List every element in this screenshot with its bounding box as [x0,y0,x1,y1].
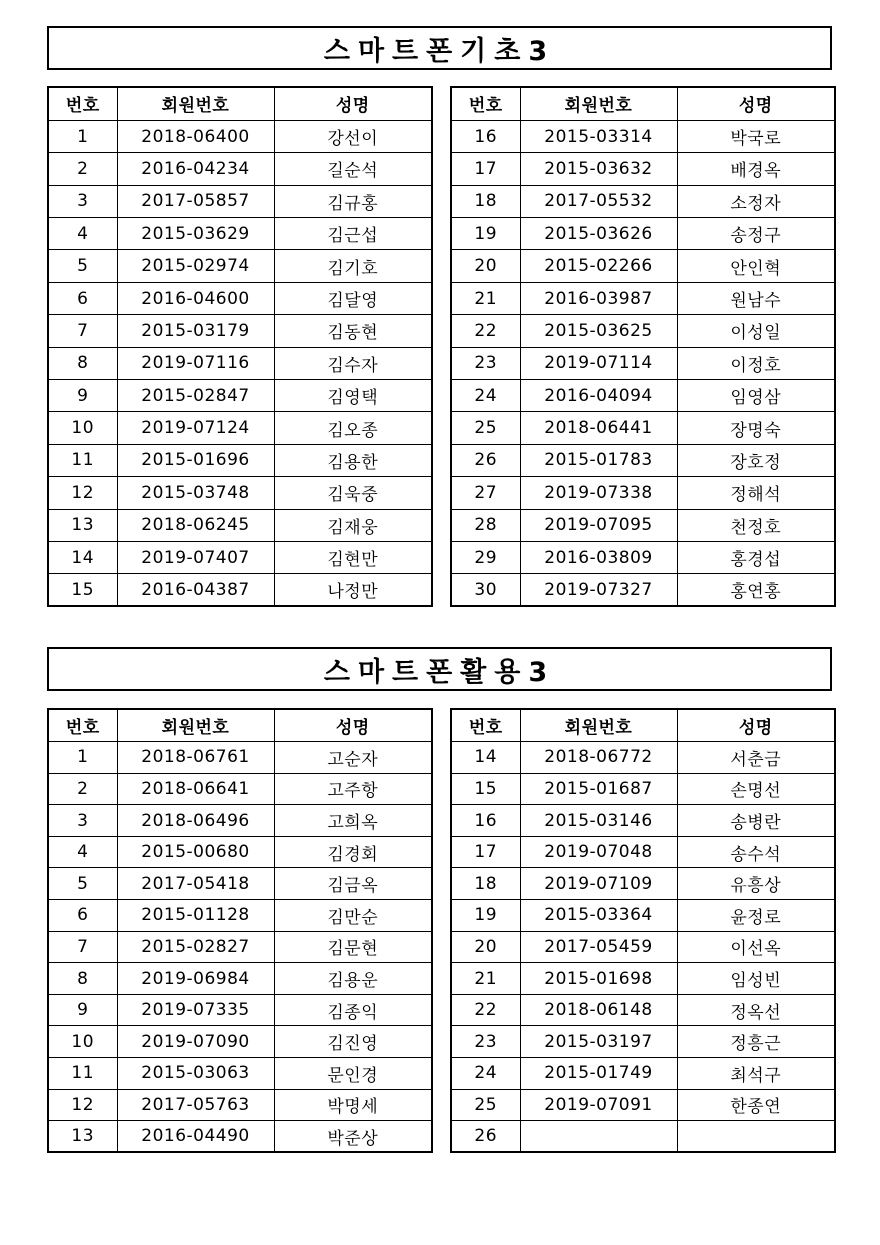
row-name [677,1121,835,1153]
row-name: 소정자 [677,185,835,217]
row-number: 12 [48,1089,117,1121]
row-member-id: 2019-07124 [117,412,274,444]
row-name: 김달영 [274,282,432,314]
row-number: 30 [451,574,520,606]
table-row [48,509,432,541]
row-number: 15 [48,574,117,606]
table-row [451,250,835,282]
row-member-id: 2019-07109 [520,868,677,900]
row-number: 21 [451,963,520,995]
table-row [451,477,835,509]
row-number: 4 [48,218,117,250]
row-name: 고희옥 [274,805,432,837]
row-name: 최석구 [677,1058,835,1090]
row-name: 김수자 [274,347,432,379]
row-number: 16 [451,120,520,152]
row-name: 김동현 [274,315,432,347]
header-member-id: 회원번호 [520,87,677,120]
table-row [451,380,835,412]
row-name: 김규홍 [274,185,432,217]
roster-table-left [47,86,433,607]
table-row [451,153,835,185]
row-member-id: 2016-03809 [520,541,677,573]
row-member-id: 2015-03146 [520,805,677,837]
table-row [48,315,432,347]
row-number: 29 [451,541,520,573]
row-number: 7 [48,315,117,347]
row-name: 장호정 [677,444,835,476]
table-row [451,541,835,573]
row-member-id: 2015-03364 [520,900,677,932]
row-number: 3 [48,185,117,217]
row-number: 5 [48,868,117,900]
row-name: 김오종 [274,412,432,444]
row-member-id: 2018-06496 [117,805,274,837]
row-number: 15 [451,773,520,805]
header-number: 번호 [48,87,117,120]
row-number: 2 [48,773,117,805]
table-row [48,994,432,1026]
row-number: 19 [451,218,520,250]
row-name: 홍경섭 [677,541,835,573]
table-row [451,347,835,379]
row-member-id: 2017-05857 [117,185,274,217]
row-member-id: 2015-03626 [520,218,677,250]
table-row [48,868,432,900]
row-name: 강선이 [274,120,432,152]
row-number: 21 [451,282,520,314]
row-number: 26 [451,444,520,476]
row-member-id: 2015-01696 [117,444,274,476]
row-number: 10 [48,1026,117,1058]
row-name: 고주항 [274,773,432,805]
row-number: 13 [48,509,117,541]
row-number: 1 [48,120,117,152]
row-number: 27 [451,477,520,509]
row-member-id: 2015-01749 [520,1058,677,1090]
row-name: 박명세 [274,1089,432,1121]
row-number: 14 [451,742,520,774]
row-name: 김용운 [274,963,432,995]
table-row [451,836,835,868]
table-row [48,574,432,606]
row-number: 4 [48,836,117,868]
row-member-id: 2015-01783 [520,444,677,476]
row-name: 천정호 [677,509,835,541]
section-title: 스마트폰활용3 [47,647,832,691]
row-name: 임영삼 [677,380,835,412]
row-name: 이정호 [677,347,835,379]
row-name: 길순석 [274,153,432,185]
table-row [451,1026,835,1058]
row-member-id: 2017-05418 [117,868,274,900]
table-row [48,931,432,963]
table-row [451,412,835,444]
table-row [48,153,432,185]
row-member-id: 2019-07335 [117,994,274,1026]
row-number: 19 [451,900,520,932]
row-number: 17 [451,153,520,185]
row-name: 나정만 [274,574,432,606]
row-number: 2 [48,153,117,185]
row-member-id: 2015-03179 [117,315,274,347]
table-row [451,931,835,963]
table-row [48,444,432,476]
row-number: 23 [451,1026,520,1058]
row-name: 김금옥 [274,868,432,900]
row-member-id: 2019-07090 [117,1026,274,1058]
row-number: 9 [48,380,117,412]
row-member-id: 2016-04490 [117,1121,274,1153]
row-member-id: 2015-03632 [520,153,677,185]
row-member-id: 2015-03063 [117,1058,274,1090]
row-name: 한종연 [677,1089,835,1121]
row-name: 안인혁 [677,250,835,282]
table-row [451,900,835,932]
row-member-id: 2018-06441 [520,412,677,444]
table-row [48,1089,432,1121]
row-member-id: 2016-04387 [117,574,274,606]
table-row [48,218,432,250]
row-name: 문인경 [274,1058,432,1090]
row-member-id: 2015-03625 [520,315,677,347]
table-row [48,900,432,932]
header-member-id: 회원번호 [117,709,274,742]
row-number: 24 [451,380,520,412]
row-member-id: 2018-06400 [117,120,274,152]
row-name: 홍연홍 [677,574,835,606]
row-name: 김경회 [274,836,432,868]
row-number: 5 [48,250,117,282]
row-name: 김문현 [274,931,432,963]
row-number: 13 [48,1121,117,1153]
row-member-id: 2016-04600 [117,282,274,314]
header-number: 번호 [451,87,520,120]
row-name: 송병란 [677,805,835,837]
table-row [48,477,432,509]
row-number: 9 [48,994,117,1026]
row-name: 김근섭 [274,218,432,250]
row-number: 18 [451,868,520,900]
row-member-id: 2015-01687 [520,773,677,805]
table-row [48,347,432,379]
row-member-id: 2019-07116 [117,347,274,379]
row-member-id: 2015-03197 [520,1026,677,1058]
table-row [48,805,432,837]
table-row [451,1058,835,1090]
roster-table-right [450,708,836,1153]
row-number: 18 [451,185,520,217]
row-member-id: 2015-02847 [117,380,274,412]
table-row [451,315,835,347]
row-number: 8 [48,347,117,379]
row-name: 원남수 [677,282,835,314]
row-member-id: 2016-04234 [117,153,274,185]
row-name: 정해석 [677,477,835,509]
table-row [451,509,835,541]
table-row [451,742,835,774]
row-number: 25 [451,1089,520,1121]
row-member-id: 2015-00680 [117,836,274,868]
roster-table-left [47,708,433,1153]
row-number: 25 [451,412,520,444]
row-number: 12 [48,477,117,509]
row-member-id: 2015-01128 [117,900,274,932]
row-number: 14 [48,541,117,573]
row-name: 김기호 [274,250,432,282]
header-name: 성명 [274,87,432,120]
row-number: 22 [451,994,520,1026]
row-name: 정옥선 [677,994,835,1026]
row-member-id: 2015-02974 [117,250,274,282]
table-row [48,1026,432,1058]
table-row [48,1058,432,1090]
row-member-id: 2018-06245 [117,509,274,541]
table-row [451,1089,835,1121]
row-name: 배경옥 [677,153,835,185]
row-name: 임성빈 [677,963,835,995]
row-member-id: 2019-07327 [520,574,677,606]
table-row [48,1121,432,1153]
table-row [48,742,432,774]
row-name: 이성일 [677,315,835,347]
row-name: 서춘금 [677,742,835,774]
row-number: 10 [48,412,117,444]
row-number: 28 [451,509,520,541]
row-member-id: 2015-02827 [117,931,274,963]
table-row [451,282,835,314]
row-member-id: 2015-03314 [520,120,677,152]
row-name: 이선옥 [677,931,835,963]
row-member-id: 2015-01698 [520,963,677,995]
row-member-id: 2018-06761 [117,742,274,774]
table-row [451,868,835,900]
table-row [451,805,835,837]
header-number: 번호 [451,709,520,742]
row-name: 김만순 [274,900,432,932]
table-row [48,773,432,805]
row-member-id: 2016-03987 [520,282,677,314]
table-row [451,444,835,476]
header-name: 성명 [677,709,835,742]
row-member-id: 2015-03629 [117,218,274,250]
row-member-id: 2019-07048 [520,836,677,868]
row-name: 박국로 [677,120,835,152]
row-member-id: 2016-04094 [520,380,677,412]
row-member-id: 2019-07338 [520,477,677,509]
header-number: 번호 [48,709,117,742]
section-title: 스마트폰기초3 [47,26,832,70]
row-member-id: 2017-05532 [520,185,677,217]
row-name: 김종익 [274,994,432,1026]
table-row [451,574,835,606]
row-member-id: 2018-06772 [520,742,677,774]
row-name: 송정구 [677,218,835,250]
row-name: 유흥상 [677,868,835,900]
roster-table-right [450,86,836,607]
row-number: 22 [451,315,520,347]
row-name: 김현만 [274,541,432,573]
table-row [48,412,432,444]
table-row [451,218,835,250]
row-number: 6 [48,282,117,314]
table-row [451,963,835,995]
table-row [451,185,835,217]
table-row [48,250,432,282]
row-name: 김진영 [274,1026,432,1058]
row-member-id: 2018-06641 [117,773,274,805]
row-member-id: 2015-02266 [520,250,677,282]
row-member-id: 2019-07095 [520,509,677,541]
row-member-id: 2019-07091 [520,1089,677,1121]
row-name: 고순자 [274,742,432,774]
row-member-id: 2019-07407 [117,541,274,573]
row-number: 16 [451,805,520,837]
header-member-id: 회원번호 [520,709,677,742]
row-number: 11 [48,1058,117,1090]
row-number: 17 [451,836,520,868]
row-name: 김용한 [274,444,432,476]
row-number: 26 [451,1121,520,1153]
row-number: 7 [48,931,117,963]
row-name: 김욱중 [274,477,432,509]
row-name: 송수석 [677,836,835,868]
header-name: 성명 [274,709,432,742]
table-row [451,120,835,152]
row-number: 11 [48,444,117,476]
table-row [451,1121,835,1153]
header-member-id: 회원번호 [117,87,274,120]
table-row [48,185,432,217]
row-number: 1 [48,742,117,774]
row-number: 20 [451,250,520,282]
row-number: 6 [48,900,117,932]
row-name: 윤정로 [677,900,835,932]
table-row [451,773,835,805]
row-name: 손명선 [677,773,835,805]
row-member-id: 2017-05459 [520,931,677,963]
row-number: 8 [48,963,117,995]
row-number: 23 [451,347,520,379]
table-row [48,282,432,314]
row-member-id: 2018-06148 [520,994,677,1026]
row-number: 24 [451,1058,520,1090]
row-member-id: 2017-05763 [117,1089,274,1121]
table-row [451,994,835,1026]
header-name: 성명 [677,87,835,120]
row-name: 김영택 [274,380,432,412]
row-member-id: 2019-06984 [117,963,274,995]
table-row [48,541,432,573]
row-member-id: 2019-07114 [520,347,677,379]
table-row [48,836,432,868]
row-member-id: 2015-03748 [117,477,274,509]
row-name: 김재웅 [274,509,432,541]
table-row [48,120,432,152]
row-number: 3 [48,805,117,837]
table-row [48,963,432,995]
row-name: 정흥근 [677,1026,835,1058]
row-member-id [520,1121,677,1153]
row-number: 20 [451,931,520,963]
row-name: 장명숙 [677,412,835,444]
table-row [48,380,432,412]
row-name: 박준상 [274,1121,432,1153]
